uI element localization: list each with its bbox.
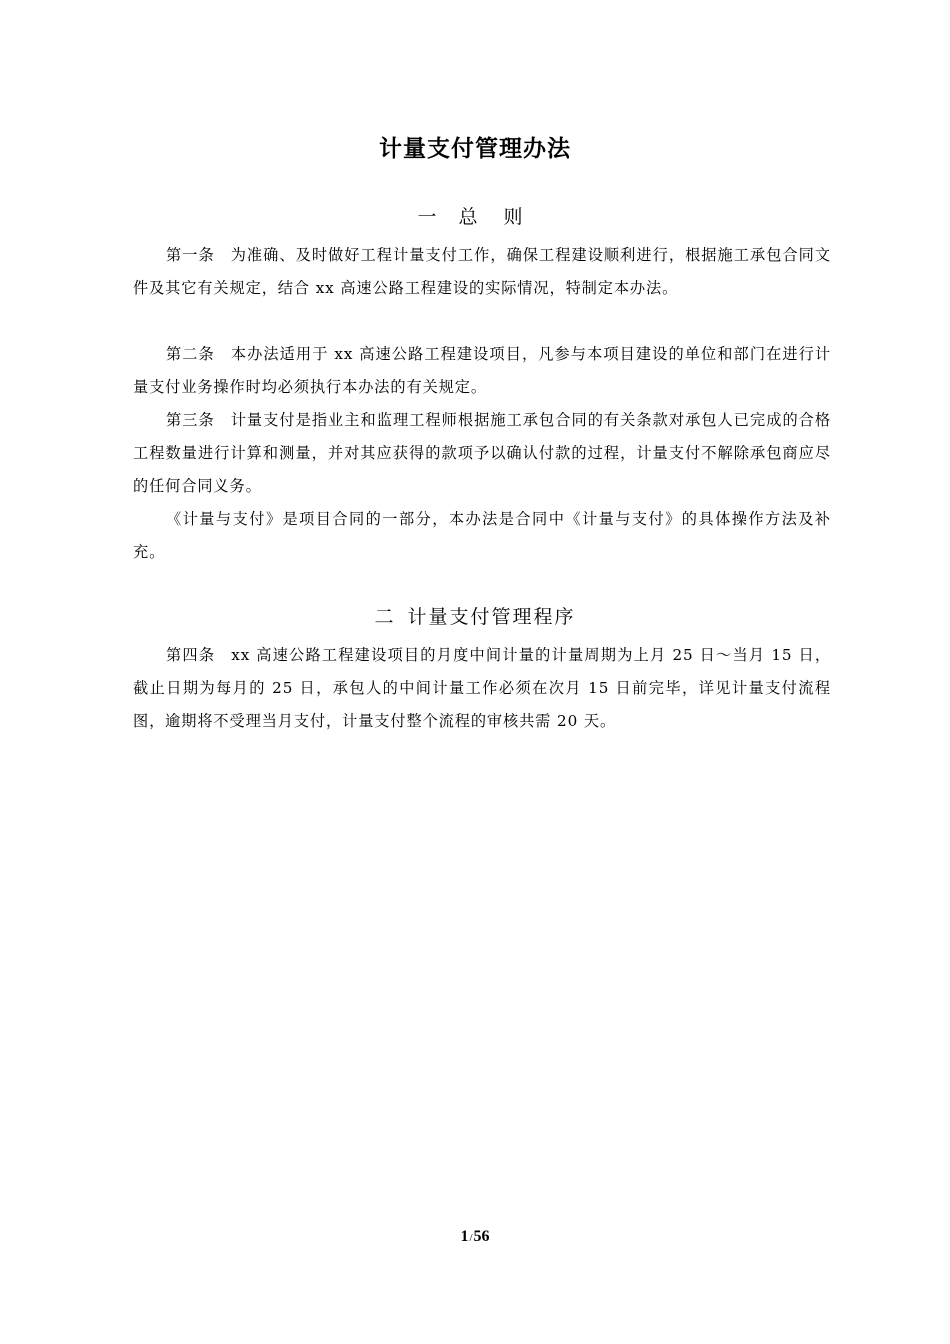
article-label: 第一条 (166, 246, 215, 264)
article-text: 为准确、及时做好工程计量支付工作，确保工程建设顺利进行，根据施工承包合同文件及其它有关规定，结合 xx 高速公路工程建设的实际情况，特制定本办法。 (133, 246, 831, 297)
section-title: 总 则 (458, 206, 533, 228)
section-number: 一 (417, 206, 437, 228)
article-label: 第二条 (166, 345, 215, 363)
document-title: 计量支付管理办法 (379, 136, 571, 162)
page-number (0, 1226, 950, 1249)
page-total: 56 (473, 1228, 490, 1245)
section-title: 计量支付管理程序 (407, 606, 576, 628)
section-number: 二 (374, 606, 394, 628)
article-text: 本办法适用于 xx 高速公路工程建设项目，凡参与本项目建设的单位和部门在进行计量支付业务操作时均必须执行本办法的有关规定。 (133, 345, 831, 396)
article-label: 第三条 (166, 411, 215, 429)
article-text: 计量支付是指业主和监理工程师根据施工承包合同的有关条款对承包人已完成的合格工程数量进行计算和测量，并对其应获得的款项予以确认付款的过程，计量支付不解除承包商应尽的任何合同义务。 (133, 411, 831, 495)
article-paragraph (133, 239, 831, 305)
page-current: 1 (460, 1228, 469, 1245)
article-label: 第四条 (166, 646, 216, 664)
section-heading-procedure (0, 603, 950, 631)
article-text: xx 高速公路工程建设项目的月度中间计量的计量周期为上月 25 日～当月 15 日，截止日期为每月的 25 日，承包人的中间计量工作必须在次月 15 日前完毕，详见计量支付流程图，逾期将不受理当月支付，计量支付整个流程的审核共需 20 天。 (133, 646, 831, 730)
section-heading-general (0, 203, 950, 231)
paragraph-text: 《计量与支付》是项目合同的一部分，本办法是合同中《计量与支付》的具体操作方法及补充。 (133, 510, 831, 561)
article-paragraph (133, 338, 831, 404)
article-paragraph (133, 404, 831, 503)
article-paragraph (133, 639, 831, 738)
page-separator: / (469, 1232, 473, 1244)
paragraph (133, 503, 831, 569)
